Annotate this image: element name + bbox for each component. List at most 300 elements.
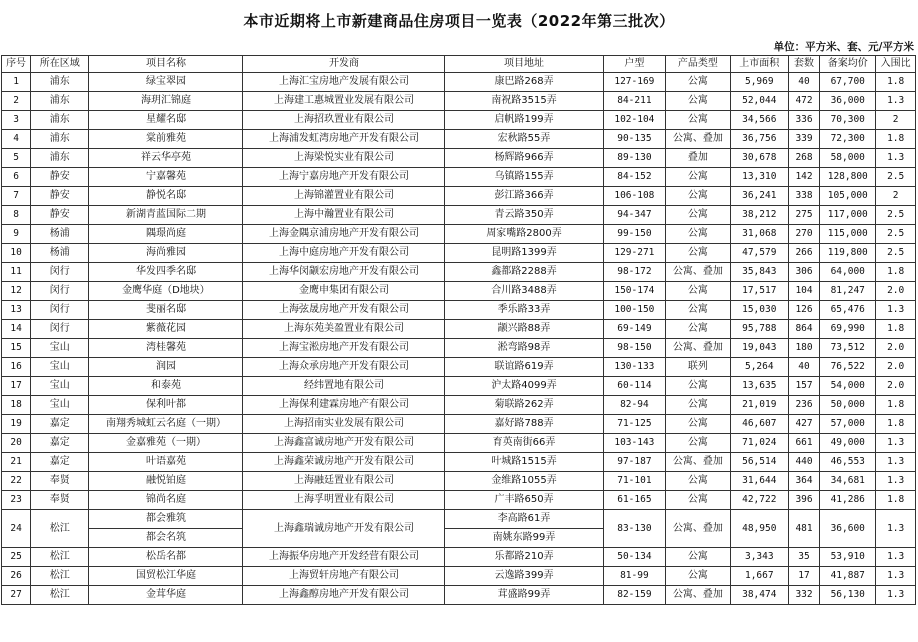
cell-no: 8 [2,206,31,225]
cell-product: 公寓、叠加 [666,586,731,605]
header-cell: 所在区域 [31,56,89,73]
cell-project: 紫薇花园 [89,320,243,339]
cell-ratio: 2.5 [876,244,916,263]
cell-product: 公寓 [666,301,731,320]
table-row [2,111,916,130]
cell-product: 公寓、叠加 [666,510,731,548]
cell-area: 35,843 [730,263,788,282]
cell-ratio: 2.5 [876,168,916,187]
cell-no: 21 [2,453,31,472]
cell-area: 17,517 [730,282,788,301]
header-cell: 上市面积 [730,56,788,73]
cell-product: 公寓 [666,206,731,225]
cell-price: 70,300 [820,111,876,130]
cell-ratio: 1.8 [876,73,916,92]
cell-unit-type: 100-150 [603,301,665,320]
table-row [2,263,916,282]
table-row [2,130,916,149]
cell-address: 启帆路199弄 [445,111,603,130]
cell-area: 36,241 [730,187,788,206]
cell-units: 427 [788,415,819,434]
cell-price: 81,247 [820,282,876,301]
cell-price: 50,000 [820,396,876,415]
cell-area: 47,579 [730,244,788,263]
cell-address: 周家嘴路2800弄 [445,225,603,244]
cell-ratio: 1.8 [876,396,916,415]
cell-no: 14 [2,320,31,339]
cell-no: 22 [2,472,31,491]
cell-units: 268 [788,149,819,168]
cell-product: 公寓 [666,567,731,586]
cell-address: 南姚东路99弄 [445,529,603,548]
cell-developer: 上海梁悦实业有限公司 [243,149,445,168]
cell-project: 湾桂馨苑 [89,339,243,358]
cell-units: 440 [788,453,819,472]
cell-ratio: 1.3 [876,472,916,491]
cell-project: 金鹰华庭（D地块） [89,282,243,301]
cell-developer: 上海融廷置业有限公司 [243,472,445,491]
cell-address: 康巴路268弄 [445,73,603,92]
cell-unit-type: 98-172 [603,263,665,282]
cell-unit-type: 90-135 [603,130,665,149]
cell-address: 南祝路3515弄 [445,92,603,111]
header-cell: 入围比 [876,56,916,73]
cell-developer: 上海振华房地产开发经营有限公司 [243,548,445,567]
cell-ratio: 1.8 [876,491,916,510]
cell-no: 1 [2,73,31,92]
cell-price: 56,130 [820,586,876,605]
cell-no: 10 [2,244,31,263]
table-row [2,453,916,472]
cell-district: 浦东 [31,111,89,130]
cell-ratio: 2.0 [876,282,916,301]
cell-developer: 上海弦晟房地产开发有限公司 [243,301,445,320]
cell-ratio: 2 [876,187,916,206]
cell-district: 宝山 [31,358,89,377]
cell-unit-type: 69-149 [603,320,665,339]
cell-area: 3,343 [730,548,788,567]
cell-area: 19,043 [730,339,788,358]
cell-developer: 上海招玖置业有限公司 [243,111,445,130]
cell-district: 静安 [31,206,89,225]
cell-price: 64,000 [820,263,876,282]
cell-product: 公寓 [666,472,731,491]
cell-no: 2 [2,92,31,111]
cell-developer: 上海金隅京浦房地产开发有限公司 [243,225,445,244]
cell-units: 142 [788,168,819,187]
cell-product: 公寓、叠加 [666,339,731,358]
header-cell: 序号 [2,56,31,73]
cell-area: 5,969 [730,73,788,92]
cell-developer: 上海中庭房地产开发有限公司 [243,244,445,263]
unit-note: 单位：平方米、套、元/平方米 [773,41,914,53]
table-row [2,586,916,605]
cell-project: 松岳名都 [89,548,243,567]
cell-ratio: 2.5 [876,206,916,225]
cell-area: 31,068 [730,225,788,244]
housing-project-table [1,55,916,605]
table-row [2,225,916,244]
cell-developer: 上海宝淞房地产开发有限公司 [243,339,445,358]
cell-district: 宝山 [31,396,89,415]
cell-price: 65,476 [820,301,876,320]
cell-no: 5 [2,149,31,168]
cell-address: 沪太路4099弄 [445,377,603,396]
cell-ratio: 1.8 [876,130,916,149]
table-row [2,149,916,168]
cell-district: 浦东 [31,130,89,149]
cell-developer: 上海鑫荣诚房地产开发有限公司 [243,453,445,472]
cell-project: 金嘉雅苑（一期） [89,434,243,453]
cell-address: 青云路350弄 [445,206,603,225]
cell-price: 49,000 [820,434,876,453]
cell-product: 公寓 [666,111,731,130]
cell-project: 南翔秀城虹云名庭（一期） [89,415,243,434]
cell-address: 茸盛路99弄 [445,586,603,605]
cell-unit-type: 130-133 [603,358,665,377]
cell-no: 27 [2,586,31,605]
table-row [2,434,916,453]
cell-area: 38,212 [730,206,788,225]
cell-developer: 上海中瀚置业有限公司 [243,206,445,225]
cell-developer: 上海保利建霖房地产有限公司 [243,396,445,415]
cell-price: 115,000 [820,225,876,244]
cell-units: 306 [788,263,819,282]
cell-product: 公寓 [666,491,731,510]
table-row [2,73,916,92]
cell-no: 17 [2,377,31,396]
cell-district: 嘉定 [31,434,89,453]
cell-unit-type: 94-347 [603,206,665,225]
cell-product: 公寓 [666,244,731,263]
cell-no: 15 [2,339,31,358]
cell-unit-type: 61-165 [603,491,665,510]
header-cell: 开发商 [243,56,445,73]
cell-address: 云逸路399弄 [445,567,603,586]
cell-developer: 上海众承房地产开发有限公司 [243,358,445,377]
cell-area: 95,788 [730,320,788,339]
cell-project: 静悦名邸 [89,187,243,206]
cell-address: 季乐路33弄 [445,301,603,320]
cell-no: 26 [2,567,31,586]
cell-product: 公寓 [666,320,731,339]
cell-address: 合川路3488弄 [445,282,603,301]
cell-ratio: 1.3 [876,92,916,111]
table-row [2,282,916,301]
cell-price: 76,522 [820,358,876,377]
cell-project: 保利叶都 [89,396,243,415]
cell-price: 53,910 [820,548,876,567]
cell-unit-type: 102-104 [603,111,665,130]
cell-address: 彭江路366弄 [445,187,603,206]
cell-developer: 上海锦灌置业有限公司 [243,187,445,206]
cell-project: 金茸华庭 [89,586,243,605]
cell-district: 杨浦 [31,244,89,263]
cell-district: 静安 [31,187,89,206]
cell-project: 绿宝翠园 [89,73,243,92]
cell-project: 祥云华亭苑 [89,149,243,168]
cell-price: 72,300 [820,130,876,149]
cell-price: 69,990 [820,320,876,339]
table-body-tail [2,548,916,605]
cell-units: 339 [788,130,819,149]
cell-no: 16 [2,358,31,377]
cell-district: 宝山 [31,377,89,396]
cell-developer: 经纬置地有限公司 [243,377,445,396]
cell-ratio: 2.0 [876,339,916,358]
cell-area: 56,514 [730,453,788,472]
cell-area: 38,474 [730,586,788,605]
cell-district: 闵行 [31,320,89,339]
cell-price: 41,286 [820,491,876,510]
cell-area: 13,310 [730,168,788,187]
cell-unit-type: 71-101 [603,472,665,491]
cell-developer: 上海华闵颛宏房地产开发有限公司 [243,263,445,282]
cell-ratio: 1.8 [876,415,916,434]
cell-developer: 上海东苑美盈置业有限公司 [243,320,445,339]
cell-district: 浦东 [31,149,89,168]
cell-project: 星耀名邸 [89,111,243,130]
cell-area: 42,722 [730,491,788,510]
cell-ratio: 1.3 [876,434,916,453]
cell-price: 36,600 [820,510,876,548]
cell-product: 公寓 [666,282,731,301]
cell-no: 4 [2,130,31,149]
cell-ratio: 1.3 [876,567,916,586]
cell-address: 乌镇路155弄 [445,168,603,187]
cell-unit-type: 97-187 [603,453,665,472]
cell-no: 9 [2,225,31,244]
cell-product: 公寓、叠加 [666,130,731,149]
cell-ratio: 2.0 [876,358,916,377]
cell-unit-type: 103-143 [603,434,665,453]
merged-row-group [2,510,916,548]
cell-product: 公寓 [666,225,731,244]
cell-no: 24 [2,510,31,548]
cell-price: 58,000 [820,149,876,168]
cell-product: 公寓 [666,92,731,111]
cell-district: 静安 [31,168,89,187]
cell-developer: 上海孚明置业有限公司 [243,491,445,510]
cell-project: 棠前雅苑 [89,130,243,149]
cell-developer: 上海鑫富诚房地产开发有限公司 [243,434,445,453]
cell-area: 46,607 [730,415,788,434]
cell-no: 3 [2,111,31,130]
cell-product: 公寓 [666,415,731,434]
cell-developer: 上海招南实业发展有限公司 [243,415,445,434]
cell-no: 19 [2,415,31,434]
cell-no: 11 [2,263,31,282]
cell-price: 41,887 [820,567,876,586]
cell-address: 叶城路1515弄 [445,453,603,472]
cell-ratio: 1.3 [876,548,916,567]
cell-project: 叶语嘉苑 [89,453,243,472]
cell-project: 国贸松江华庭 [89,567,243,586]
cell-area: 34,566 [730,111,788,130]
table-row [2,510,916,529]
table-row [2,301,916,320]
cell-project: 新湖青蓝国际二期 [89,206,243,225]
table-row [2,415,916,434]
cell-area: 31,644 [730,472,788,491]
cell-product: 叠加 [666,149,731,168]
cell-units: 864 [788,320,819,339]
cell-developer: 金鹰申集团有限公司 [243,282,445,301]
cell-units: 481 [788,510,819,548]
table-row [2,320,916,339]
cell-ratio: 2 [876,111,916,130]
cell-price: 117,000 [820,206,876,225]
cell-district: 松江 [31,567,89,586]
cell-units: 157 [788,377,819,396]
cell-unit-type: 60-114 [603,377,665,396]
table-row [2,92,916,111]
cell-project: 都会雅筑 [89,510,243,529]
cell-ratio: 2.0 [876,377,916,396]
cell-area: 21,019 [730,396,788,415]
cell-units: 396 [788,491,819,510]
cell-product: 公寓 [666,548,731,567]
cell-units: 35 [788,548,819,567]
cell-project: 都会名筑 [89,529,243,548]
cell-no: 25 [2,548,31,567]
cell-district: 浦东 [31,92,89,111]
cell-area: 48,950 [730,510,788,548]
cell-product: 公寓 [666,377,731,396]
cell-district: 松江 [31,510,89,548]
cell-ratio: 1.8 [876,263,916,282]
header-cell: 项目名称 [89,56,243,73]
cell-units: 266 [788,244,819,263]
cell-price: 67,700 [820,73,876,92]
header-cell: 产品类型 [666,56,731,73]
table-row [2,358,916,377]
cell-address: 淞弯路98弄 [445,339,603,358]
table-body [2,73,916,510]
cell-units: 40 [788,358,819,377]
cell-address: 金维路1055弄 [445,472,603,491]
cell-address: 联谊路619弄 [445,358,603,377]
cell-address: 昆明路1399弄 [445,244,603,263]
cell-units: 17 [788,567,819,586]
cell-price: 36,000 [820,92,876,111]
cell-ratio: 1.3 [876,301,916,320]
cell-price: 34,681 [820,472,876,491]
header-cell: 项目地址 [445,56,603,73]
cell-district: 杨浦 [31,225,89,244]
cell-unit-type: 127-169 [603,73,665,92]
table-row [2,396,916,415]
cell-product: 公寓 [666,73,731,92]
cell-units: 270 [788,225,819,244]
cell-product: 公寓 [666,396,731,415]
cell-address: 鑫都路2288弄 [445,263,603,282]
cell-area: 71,024 [730,434,788,453]
cell-product: 公寓 [666,187,731,206]
cell-units: 104 [788,282,819,301]
cell-developer: 上海宁嘉房地产开发有限公司 [243,168,445,187]
cell-area: 15,030 [730,301,788,320]
cell-no: 20 [2,434,31,453]
cell-product: 公寓 [666,168,731,187]
table-row [2,548,916,567]
cell-unit-type: 106-108 [603,187,665,206]
cell-address: 菊联路262弄 [445,396,603,415]
cell-developer: 上海汇宝房地产发展有限公司 [243,73,445,92]
cell-district: 宝山 [31,339,89,358]
header-cell: 备案均价 [820,56,876,73]
cell-area: 5,264 [730,358,788,377]
cell-no: 7 [2,187,31,206]
cell-units: 472 [788,92,819,111]
cell-unit-type: 84-211 [603,92,665,111]
cell-product: 联列 [666,358,731,377]
cell-price: 105,000 [820,187,876,206]
cell-developer: 上海贸轩房地产有限公司 [243,567,445,586]
cell-district: 嘉定 [31,415,89,434]
cell-address: 颛兴路88弄 [445,320,603,339]
cell-project: 和泰苑 [89,377,243,396]
cell-price: 54,000 [820,377,876,396]
cell-district: 奉贤 [31,472,89,491]
cell-units: 364 [788,472,819,491]
cell-district: 奉贤 [31,491,89,510]
cell-address: 乐都路210弄 [445,548,603,567]
cell-district: 浦东 [31,73,89,92]
cell-developer: 上海建工惠城置业发展有限公司 [243,92,445,111]
cell-address: 杨辉路966弄 [445,149,603,168]
header-cell: 户型 [603,56,665,73]
cell-ratio: 2.5 [876,225,916,244]
table-row [2,187,916,206]
cell-units: 661 [788,434,819,453]
cell-area: 30,678 [730,149,788,168]
cell-unit-type: 50-134 [603,548,665,567]
table-row [2,567,916,586]
cell-units: 236 [788,396,819,415]
cell-units: 332 [788,586,819,605]
cell-developer: 上海鑫醇房地产开发有限公司 [243,586,445,605]
cell-area: 52,044 [730,92,788,111]
cell-project: 宁嘉馨苑 [89,168,243,187]
cell-product: 公寓、叠加 [666,453,731,472]
cell-no: 18 [2,396,31,415]
cell-ratio: 1.3 [876,510,916,548]
cell-no: 12 [2,282,31,301]
cell-district: 闵行 [31,282,89,301]
table-row [2,206,916,225]
cell-district: 松江 [31,548,89,567]
cell-price: 57,000 [820,415,876,434]
table-row [2,377,916,396]
cell-units: 338 [788,187,819,206]
cell-ratio: 1.3 [876,149,916,168]
cell-district: 嘉定 [31,453,89,472]
cell-area: 13,635 [730,377,788,396]
cell-project: 隅璟尚庭 [89,225,243,244]
cell-project: 海尚雅园 [89,244,243,263]
cell-units: 336 [788,111,819,130]
cell-district: 闵行 [31,263,89,282]
cell-address: 广丰路650弄 [445,491,603,510]
cell-developer: 上海浦发虹湾房地产开发有限公司 [243,130,445,149]
cell-address: 李高路61弄 [445,510,603,529]
cell-no: 13 [2,301,31,320]
cell-ratio: 1.3 [876,586,916,605]
cell-unit-type: 82-159 [603,586,665,605]
cell-address: 宏秋路55弄 [445,130,603,149]
cell-ratio: 1.8 [876,320,916,339]
